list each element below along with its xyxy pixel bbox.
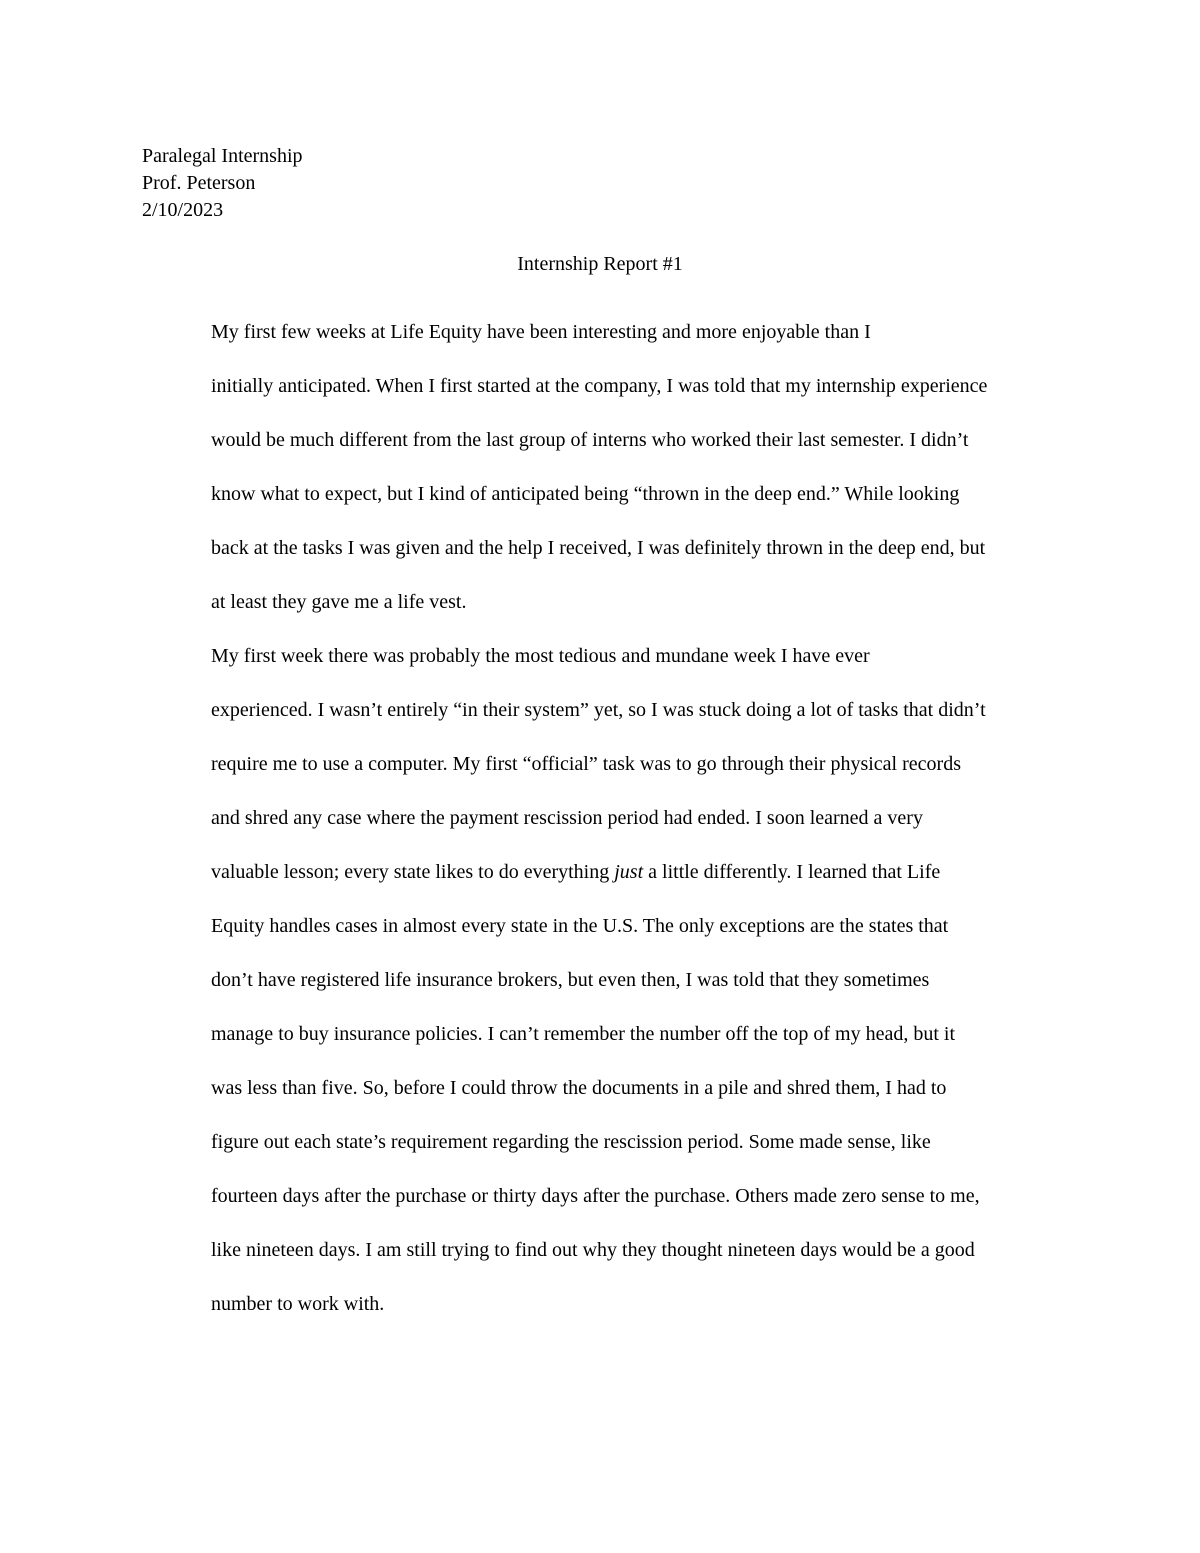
text-line: initially anticipated. When I first started at the company, I was told that my internship experience [211,375,988,397]
report-date: 2/10/2023 [142,199,224,221]
text-line: require me to use a computer. My first “official” task was to go through their physical records [211,753,961,775]
emphasis-after: a little differently. I learned that Life [643,861,941,883]
text-line: number to work with. [211,1293,385,1315]
text-line: would be much different from the last group of interns who worked their last semester. I didn’t [211,429,969,451]
emphasized-word: just [614,861,644,883]
text-line: don’t have registered life insurance brokers, but even then, I was told that they sometimes [211,969,930,991]
text-line: figure out each state’s requirement regarding the rescission period. Some made sense, like [211,1131,931,1153]
emphasis-before: valuable lesson; every state likes to do everything [211,861,615,883]
text-line: Equity handles cases in almost every state in the U.S. The only exceptions are the states that [211,915,949,937]
text-line: and shred any case where the payment rescission period had ended. I soon learned a very [211,807,923,829]
paragraph-1 [142,305,1058,629]
text-line: manage to buy insurance policies. I can’t remember the number off the top of my head, but it [211,1023,956,1045]
text-line: My first week there was probably the most tedious and mundane week I have ever [211,645,870,667]
text-line: fourteen days after the purchase or thirty days after the purchase. Others made zero sense to me, [211,1185,980,1207]
text-line: like nineteen days. I am still trying to find out why they thought nineteen days would be a good [211,1239,975,1261]
text-line: back at the tasks I was given and the help I received, I was definitely thrown in the deep end, but [211,537,986,559]
professor-name: Prof. Peterson [142,172,256,194]
text-line: My first few weeks at Life Equity have been interesting and more enjoyable than I [211,321,871,343]
text-line: experienced. I wasn’t entirely “in their system” yet, so I was stuck doing a lot of tasks that didn’t [211,699,986,721]
paragraph-2 [142,629,1058,1331]
text-line: know what to expect, but I kind of anticipated being “thrown in the deep end.” While looking [211,483,960,505]
course-name: Paralegal Internship [142,145,303,167]
text-line-with-emphasis [142,845,1058,899]
text-line: was less than five. So, before I could throw the documents in a pile and shred them, I had to [211,1077,947,1099]
document-header [142,143,842,224]
text-line: at least they gave me a life vest. [211,591,467,613]
report-body [142,305,1058,1331]
report-title: Internship Report #1 [517,253,683,275]
